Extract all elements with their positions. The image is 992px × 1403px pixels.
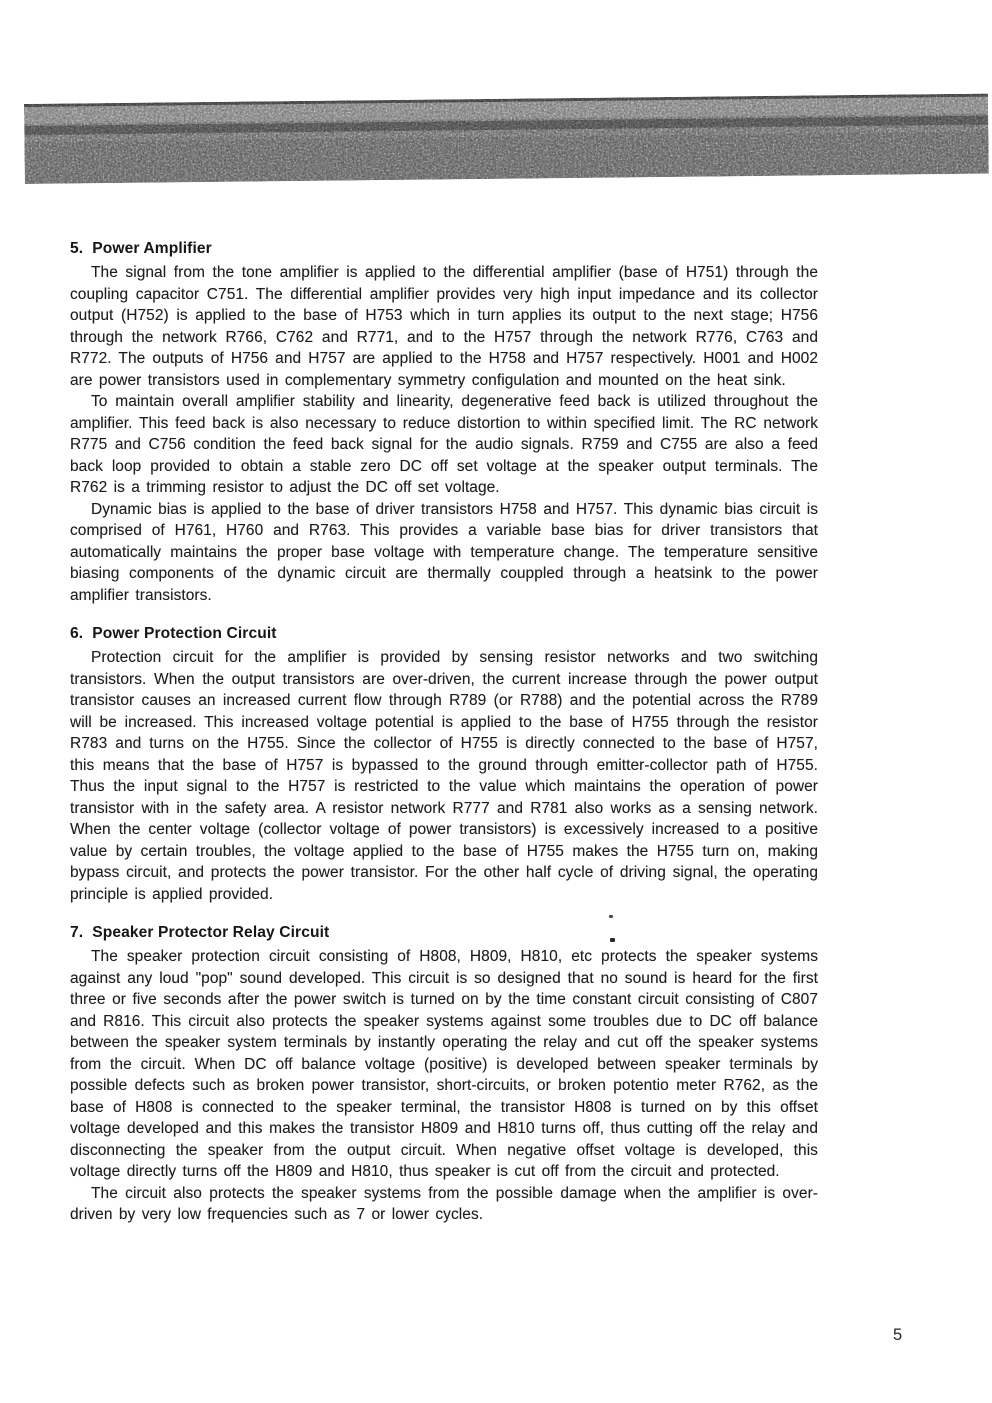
paragraph: Protection circuit for the amplifier is provided by sensing resistor networks and two switching transistors. When the output transistors are over-driven, the current increase through the power output transistor causes an increased current flow through R789 (or R788) and the potential across the R789 will be increased. This increased voltage potential is applied to the base of H755 through the resistor R783 and turns on the H755. Since the collector of H755 is directly connected to the base of H757, this means that the base of H757 is bypassed to the ground through emitter-collector path of H755. Thus the input signal to the H757 is restricted to the value which maintains the operation of power transistor with in the safety area. A resistor network R777 and R781 also works as a sensing network. When the center voltage (collector voltage of power transistors) is excessively increased to a positive value by certain troubles, the voltage applied to the base of H755 makes the H755 turn on, making bypass circuit, and protects the power transistor. For the other half cycle of driving signal, the operating principle is applied provided. — [70, 649, 818, 903]
paragraph: Dynamic bias is applied to the base of driver transistors H758 and H757. This dynamic bias circuit is comprised of H761, H760 and R763. This provides a variable base bias for driver transistors that automatically maintains the proper base voltage with temperature change. The temperature sensitive biasing components of the dynamic circuit are thermally couppled through a heatsink to the power amplifier transistors. — [70, 500, 818, 604]
paragraph: The circuit also protects the speaker systems from the possible damage when the amplifier is over-driven by very low frequencies such as 7 or lower cycles. — [70, 1184, 818, 1223]
section-power-amplifier — [70, 238, 818, 606]
section-heading — [70, 238, 818, 260]
page-content — [70, 238, 818, 1226]
section-number: 7. — [70, 924, 84, 941]
section-title: Power Protection Circuit — [92, 625, 277, 642]
scan-artifact-dot — [610, 938, 615, 942]
section-power-protection-circuit — [70, 623, 818, 905]
section-title: Speaker Protector Relay Circuit — [92, 924, 330, 941]
section-heading — [70, 922, 818, 944]
page-number: 5 — [893, 1326, 903, 1344]
section-number: 5. — [70, 240, 84, 257]
section-number: 6. — [70, 625, 84, 642]
paragraph: To maintain overall amplifier stability and linearity, degenerative feed back is utilized throughout the amplifier. This feed back is also necessary to reduce distortion to within specified limit. The RC network R775 and C756 condition the feed back signal for the audio signals. R759 and C755 are also a feed back loop provided to obtain a stable zero DC off set voltage at the speaker output terminals. The R762 is a trimming resistor to adjust the DC off set voltage. — [70, 393, 818, 496]
scan-artifact-dot — [609, 915, 613, 918]
scan-header-band — [24, 94, 989, 184]
section-heading — [70, 623, 818, 645]
section-title: Power Amplifier — [92, 240, 212, 257]
paragraph: The signal from the tone amplifier is applied to the differential amplifier (base of H751) through the coupling capacitor C751. The differential amplifier provides very high input impedance and its collector output (H752) is applied to the base of H753 which in turn applies its output to the next stage; H756 through the network R766, C762 and R771, and to the H757 through the network R776, C763 and R772. The outputs of H756 and H757 are applied to the H758 and H757 respectively. H001 and H002 are power transistors used in complementary symmetry configulation and mounted on the heat sink. — [70, 264, 818, 389]
paragraph: The speaker protection circuit consisting of H808, H809, H810, etc protects the speaker systems against any loud "pop" sound developed. This circuit is so designed that no sound is heard for the first three or five seconds after the power switch is turned on by the time constant circuit consisting of C807 and R816. This circuit also protects the speaker systems against some troubles due to DC off balance between the speaker system terminals by instantly operating the relay and cut off the speaker systems from the circuit. When DC off balance voltage (positive) is developed between speaker terminals by possible defects such as broken power transistor, short-circuits, or broken potentio meter R762, as the base of H808 is connected to the speaker terminal, the transistor H808 is turned on by this offset voltage developed and this makes the transistor H809 and H810 turns off, thus cutting off the relay and disconnecting the speaker from the output circuit. When negative offset voltage is developed, this voltage directly turns off the H809 and H810, thus speaker is cut off from the circuit and protected. — [70, 948, 818, 1180]
section-speaker-protector-relay-circuit — [70, 922, 818, 1226]
